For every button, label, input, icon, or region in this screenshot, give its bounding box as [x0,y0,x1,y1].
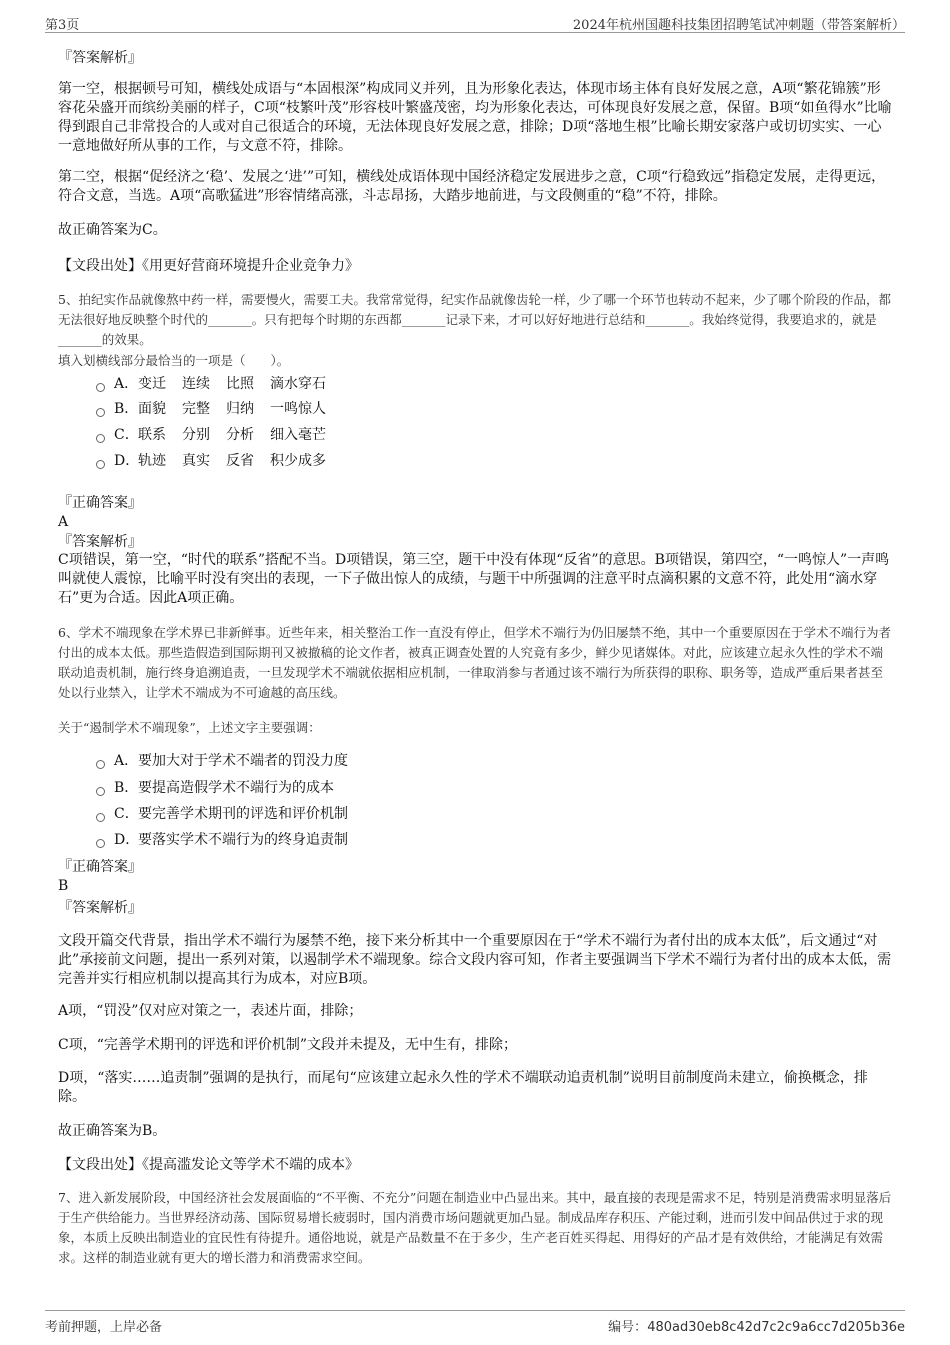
q6-conclusion: 故正确答案为B。 [58,1123,167,1139]
q5-option-a[interactable]: A． 变迁 连续 比照 滴水穿石 [96,375,342,393]
page-header [45,10,905,33]
q5-stem: 5、拍纪实作品就像熬中药一样，需要慢火，需要工夫。我常常觉得，纪实作品就像齿轮一样，少了哪一个环节也转动不起来，少了哪个阶段的作品，都无法很好地反映整个时代的_______。只有把每个时期的东西都_______记录下来，才可以好好地进行总结和_______。我始终觉得，我要追求的，就是_______的效果。 [58,292,891,347]
q6-analysis-para1: 文段开篇交代背景，指出学术不端行为屡禁不绝，接下来分析其中一个重要原因在于“学术不端行为者付出的成本太低”，后文通过“对此”承接前文问题，提出一系列对策，以遏制学术不端现象。综合文段内容可知，作者主要强调当下学术不端行为者付出的成本太低，需完善并实行相应机制以提高其行为成本，对应B项。 [58,933,892,987]
q6-option-b[interactable]: B． 要提高造假学术不端行为的成本 [96,779,334,797]
q5-option-c[interactable]: C． 联系 分别 分析 细入毫芒 [96,426,342,444]
q5-answer-label: 『正确答案』 [58,495,142,511]
q4-analysis-label: 『答案解析』 [58,50,142,66]
radio-circle-icon[interactable] [96,434,105,443]
q4-source: 【文段出处】《用更好营商环境提升企业竞争力》 [58,258,359,274]
radio-circle-icon[interactable] [96,839,105,848]
q4-analysis-para2: 第二空，根据“促经济之‘稳’、发展之‘进’”可知，横线处成语体现中国经济稳定发展进步之意，C项“行稳致远”指稳定发展，走得更远，符合文意，当选。A项“高歌猛进”形容情绪高涨，斗志昂扬，大踏步地前进，与文段侧重的“稳”不符，排除。 [58,169,886,204]
document-code: 编号：480ad30eb8c42d7c2c9a6cc7d205b36e [608,1320,905,1335]
radio-circle-icon[interactable] [96,408,105,417]
q5-analysis: C项错误，第一空，“时代的联系”搭配不当。D项错误，第三空，题干中没有体现“反省”的意思。B项错误，第四空，“一鸣惊人”一声鸣叫就使人震惊，比喻平时没有突出的表现，一下子做出惊人的成绩，与题干中所强调的注意平时点滴积累的文意不符，此处用“滴水穿石”更为合适。因此A项正确。 [58,552,890,606]
footer-motto: 考前押题，上岸必备 [45,1320,163,1335]
q5-answer: A [58,514,69,530]
q6-analysis-para2: A项，“罚没”仅对应对策之一，表述片面，排除； [58,1003,363,1019]
q6-source: 【文段出处】《提高滥发论文等学术不端的成本》 [58,1157,359,1173]
q6-answer: B [58,878,69,894]
q5-analysis-label: 『答案解析』 [58,534,142,550]
page-number: 第3页 [45,18,80,33]
radio-circle-icon[interactable] [96,760,105,769]
q6-analysis-para3: C项，“完善学术期刊的评选和评价机制”文段并未提及，无中生有，排除； [58,1037,518,1053]
document-title: 2024年杭州国趣科技集团招聘笔试冲刺题（带答案解析） [572,18,905,33]
q5-option-d[interactable]: D． 轨迹 真实 反省 积少成多 [96,452,342,470]
radio-circle-icon[interactable] [96,383,105,392]
radio-circle-icon[interactable] [96,813,105,822]
q5-prompt: 填入划横线部分最恰当的一项是（ ）。 [58,353,290,368]
q4-conclusion: 故正确答案为C。 [58,222,167,238]
q6-analysis-label: 『答案解析』 [58,900,142,916]
page-footer [45,1310,905,1341]
q6-option-d[interactable]: D． 要落实学术不端行为的终身追责制 [96,831,348,849]
q6-stem: 6、学术不端现象在学术界已非新鲜事。近些年来，相关整治工作一直没有停止，但学术不端行为仍旧屡禁不绝，其中一个重要原因在于学术不端行为者付出的成本太低。那些造假造到国际期刊又被撤稿的论文作者，被真正调查处置的人究竟有多少，鲜少见诸媒体。对此，应该建立起永久性的学术不端联动追责机制，施行终身追溯追责，一旦发现学术不端就依据相应机制，一律取消参与者通过该不端行为所获得的职称、职务等，造成严重后果者甚至处以行业禁入，让学术不端成为不可逾越的高压线。 [58,625,891,700]
q6-answer-label: 『正确答案』 [58,859,142,875]
q6-analysis-para4: D项，“落实……追责制”强调的是执行，而尾句“应该建立起永久性的学术不端联动追责机制”说明目前制度尚未建立，偷换概念，排除。 [58,1070,868,1105]
q6-option-c[interactable]: C． 要完善学术期刊的评选和评价机制 [96,805,348,823]
q4-analysis-para1: 第一空，根据顿号可知，横线处成语与“本固根深”构成同义并列，且为形象化表达，体现市场主体有良好发展之意，A项“繁花锦簇”形容花朵盛开而缤纷美丽的样子，C项“枝繁叶茂”形容枝叶繁盛茂密，均为形象化表达，可体现良好发展之意，保留。B项“如鱼得水”比喻得到跟自己非常投合的人或对自己很适合的环境，无法体现良好发展之意，排除；D项“落地生根”比喻长期安家落户或切切实实、一心一意地做好所从事的工作，与文意不符，排除。 [58,81,892,154]
q6-prompt: 关于“遏制学术不端现象”，上述文字主要强调： [58,720,321,735]
radio-circle-icon[interactable] [96,787,105,796]
q7-stem: 7、进入新发展阶段，中国经济社会发展面临的“不平衡、不充分”问题在制造业中凸显出来。其中，最直接的表现是需求不足，特别是消费需求明显落后于生产供给能力。当世界经济动荡、国际贸易增长疲弱时，国内消费市场问题就更加凸显。制成品库存积压、产能过剩，进而引发中间品供过于求的现象，本质上反映出制造业的宜民性有待提升。通俗地说，就是产品数量不在于多少，生产老百姓买得起、用得好的产品才是有效供给，才能满足有效需求。这样的制造业就有更大的增长潜力和消费需求空间。 [58,1190,892,1265]
q5-option-b[interactable]: B． 面貌 完整 归纳 一鸣惊人 [96,400,342,418]
radio-circle-icon[interactable] [96,460,105,469]
q6-option-a[interactable]: A． 要加大对于学术不端者的罚没力度 [96,752,348,770]
